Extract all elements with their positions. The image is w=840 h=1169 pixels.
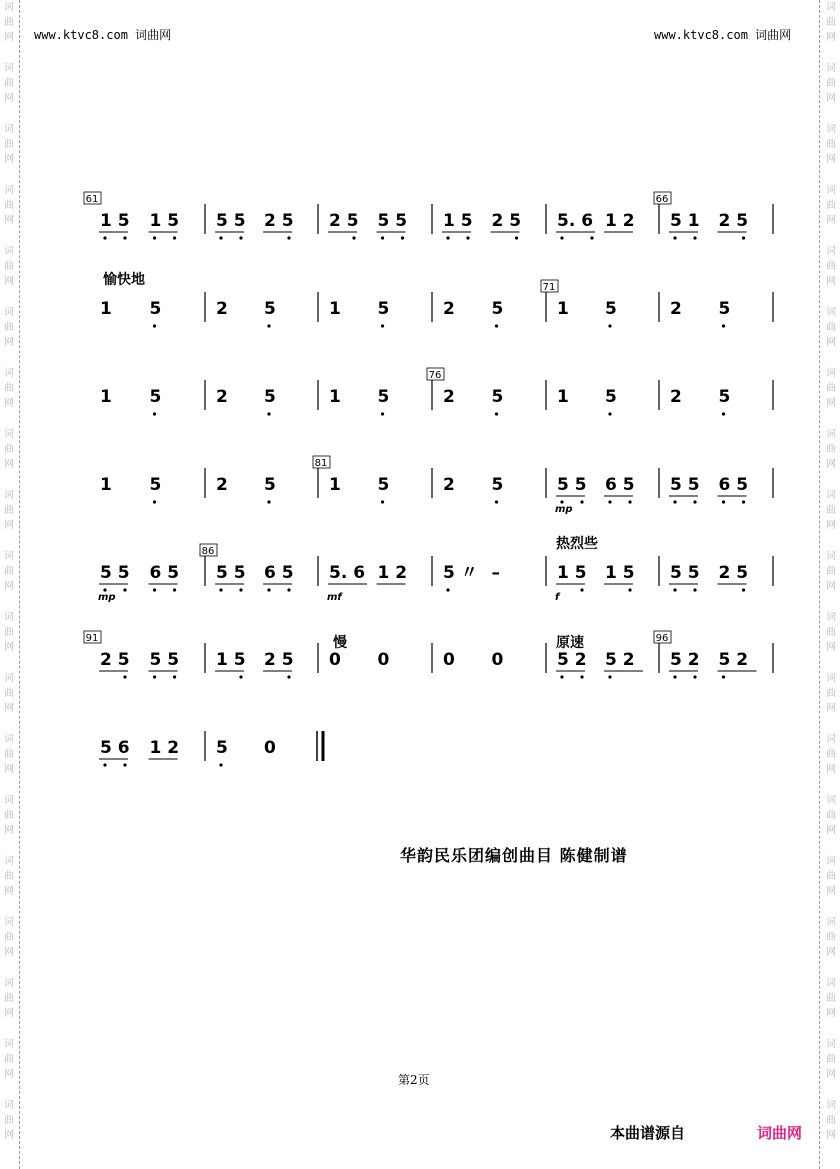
note-group: 5: [149, 299, 162, 319]
low-octave-dot: [673, 500, 676, 503]
low-octave-dot: [153, 588, 156, 591]
note-group: 5: [264, 475, 276, 495]
note-group: 2: [670, 387, 682, 407]
side-watermark: 词 曲 网: [4, 978, 14, 1019]
note-group: 5: [264, 387, 276, 407]
note-group: 2: [670, 299, 682, 319]
note-group: 5 〃: [443, 563, 478, 583]
footer-source-label: 本曲谱源自: [610, 1124, 686, 1142]
dynamic-mark: mf: [327, 592, 342, 603]
note-group: 1: [100, 387, 112, 407]
low-octave-dot: [153, 236, 156, 239]
side-watermark: 词 曲 网: [4, 368, 14, 409]
low-octave-dot: [673, 236, 676, 239]
low-octave-dot: [608, 500, 611, 503]
measure-number: 91: [85, 633, 99, 644]
note-group: 6 5: [605, 475, 635, 495]
low-octave-dot: [495, 500, 498, 503]
measure-number: 81: [314, 458, 328, 469]
low-octave-dot: [267, 412, 270, 415]
low-octave-dot: [495, 324, 498, 327]
low-octave-dot: [381, 324, 384, 327]
note-group: 5: [605, 387, 617, 407]
dynamic-mark: f: [555, 592, 560, 603]
note-group: 0: [377, 650, 390, 670]
note-group: 2: [216, 387, 228, 407]
low-octave-dot: [153, 324, 156, 327]
low-octave-dot: [608, 675, 611, 678]
side-watermark: 词 曲 网: [4, 490, 14, 531]
low-octave-dot: [381, 500, 384, 503]
low-octave-dot: [446, 236, 449, 239]
side-watermark: 词 曲 网: [4, 612, 14, 653]
side-watermark: 词 曲 网: [826, 2, 836, 43]
note-group: 5: [264, 299, 276, 319]
low-octave-dot: [673, 675, 676, 678]
low-octave-dot: [381, 412, 384, 415]
note-group: 5 2: [670, 650, 700, 670]
header-site-left[interactable]: www.ktvc8.com 词曲网: [34, 28, 172, 42]
page-number: 第2页: [398, 1073, 430, 1087]
note-group: 2 5: [718, 563, 749, 583]
note-group: 1 2: [377, 563, 408, 583]
side-watermark: 词 曲 网: [826, 917, 836, 958]
side-watermark: 词 曲 网: [826, 1100, 836, 1141]
side-watermark: 词 曲 网: [4, 551, 14, 592]
low-octave-dot: [267, 324, 270, 327]
header-site-right[interactable]: www.ktvc8.com 词曲网: [654, 28, 792, 42]
side-watermark: 词 曲 网: [826, 185, 836, 226]
note-group: 6 5: [264, 563, 294, 583]
low-octave-dot: [173, 588, 176, 591]
low-octave-dot: [103, 588, 106, 591]
low-octave-dot: [693, 500, 696, 503]
side-watermark: 词 曲 网: [826, 795, 836, 836]
low-octave-dot: [693, 236, 696, 239]
note-group: 1: [557, 387, 569, 407]
note-group: 2 5: [491, 211, 522, 231]
side-watermark: 词 曲 网: [4, 429, 14, 470]
measure-number: 86: [201, 546, 215, 557]
side-watermark: 词 曲 网: [4, 124, 14, 165]
low-octave-dot: [267, 588, 270, 591]
low-octave-dot: [722, 324, 725, 327]
note-group: 1: [100, 299, 112, 319]
note-group: 5 1: [670, 211, 700, 231]
note-group: 2: [443, 475, 455, 495]
low-octave-dot: [239, 588, 242, 591]
low-octave-dot: [123, 763, 126, 766]
low-octave-dot: [123, 675, 126, 678]
side-watermark: 词 曲 网: [826, 856, 836, 897]
note-group: 5 5: [149, 650, 180, 670]
side-watermark: 词 曲 网: [4, 1039, 14, 1080]
note-group: 5: [491, 299, 504, 319]
note-group: 1 2: [149, 738, 180, 758]
side-watermark: 词 曲 网: [826, 368, 836, 409]
low-octave-dot: [173, 236, 176, 239]
note-group: 2 5: [100, 650, 130, 670]
measure-number: 61: [85, 194, 99, 205]
low-octave-dot: [742, 236, 745, 239]
side-watermark: 词 曲 网: [4, 917, 14, 958]
measure-number: 76: [428, 370, 442, 381]
low-octave-dot: [580, 588, 583, 591]
note-group: 5: [377, 387, 390, 407]
note-group: 5 5: [216, 563, 246, 583]
note-group: 5: [718, 299, 731, 319]
side-watermark: 词 曲 网: [826, 673, 836, 714]
note-group: 5 5: [100, 563, 130, 583]
low-octave-dot: [608, 324, 611, 327]
side-watermark: 词 曲 网: [4, 246, 14, 287]
note-group: 6 5: [718, 475, 749, 495]
note-group: 1 5: [443, 211, 473, 231]
side-watermark: 词 曲 网: [4, 63, 14, 104]
note-group: 2 5: [718, 211, 749, 231]
low-octave-dot: [742, 588, 745, 591]
measure-number: 71: [542, 282, 556, 293]
low-octave-dot: [352, 236, 355, 239]
note-group: 0: [329, 650, 341, 670]
low-octave-dot: [515, 236, 518, 239]
side-watermark: 词 曲 网: [826, 246, 836, 287]
note-group: 1 5: [100, 211, 130, 231]
low-octave-dot: [267, 500, 270, 503]
note-group: 1: [329, 475, 341, 495]
note-group: 2: [443, 387, 455, 407]
side-watermark: 词 曲 网: [4, 307, 14, 348]
side-watermark: 词 曲 网: [826, 551, 836, 592]
side-watermark: 词 曲 网: [4, 2, 14, 43]
low-octave-dot: [742, 500, 745, 503]
low-octave-dot: [466, 236, 469, 239]
note-group: 1 5: [557, 563, 587, 583]
note-group: 0: [491, 650, 504, 670]
side-watermark: 词 曲 网: [4, 856, 14, 897]
low-octave-dot: [153, 412, 156, 415]
note-group: 5: [149, 387, 162, 407]
note-group: 5 5: [216, 211, 246, 231]
low-octave-dot: [153, 500, 156, 503]
dynamic-mark: mp: [98, 592, 116, 603]
side-watermark: 词 曲 网: [826, 307, 836, 348]
side-watermark: 词 曲 网: [826, 612, 836, 653]
note-group: 0: [443, 650, 455, 670]
score-credit: 华韵民乐团编创曲目 陈健制谱: [400, 846, 628, 865]
low-octave-dot: [287, 675, 290, 678]
low-octave-dot: [219, 588, 222, 591]
note-group: 1 5: [149, 211, 180, 231]
low-octave-dot: [693, 675, 696, 678]
side-watermark: 词 曲 网: [4, 185, 14, 226]
low-octave-dot: [495, 412, 498, 415]
note-group: 5 2: [605, 650, 635, 670]
low-octave-dot: [173, 675, 176, 678]
low-octave-dot: [560, 500, 563, 503]
note-group: 5: [216, 738, 228, 758]
note-group: 2 5: [264, 650, 294, 670]
note-group: 5 2: [557, 650, 587, 670]
measure-number: 66: [655, 194, 669, 205]
note-group: 5: [718, 387, 731, 407]
side-watermark: 词 曲 网: [826, 1039, 836, 1080]
note-group: 2 5: [264, 211, 294, 231]
low-octave-dot: [628, 500, 631, 503]
low-octave-dot: [103, 763, 106, 766]
tempo-marking: 热烈些: [556, 536, 598, 552]
note-group: 1: [329, 387, 341, 407]
side-watermark: 词 曲 网: [826, 490, 836, 531]
side-watermark: 词 曲 网: [4, 673, 14, 714]
side-watermark: 词 曲 网: [826, 734, 836, 775]
note-group: 1: [329, 299, 341, 319]
note-group: 5 5: [670, 563, 700, 583]
note-group: 2 5: [329, 211, 359, 231]
note-group: 2: [443, 299, 455, 319]
note-group: 5 2: [718, 650, 749, 670]
note-group: –: [491, 563, 501, 583]
note-group: 5 5: [557, 475, 587, 495]
note-group: 5: [377, 475, 390, 495]
note-group: 5: [491, 387, 504, 407]
low-octave-dot: [673, 588, 676, 591]
note-group: 5: [149, 475, 162, 495]
note-group: 1 5: [605, 563, 635, 583]
side-watermark: 词 曲 网: [826, 978, 836, 1019]
measure-number: 96: [655, 633, 669, 644]
low-octave-dot: [608, 412, 611, 415]
low-octave-dot: [580, 500, 583, 503]
note-group: 5. 6: [329, 563, 366, 583]
note-group: 5: [377, 299, 390, 319]
low-octave-dot: [287, 236, 290, 239]
note-group: 5 5: [670, 475, 700, 495]
note-group: 5: [605, 299, 617, 319]
note-group: 1 5: [216, 650, 246, 670]
low-octave-dot: [239, 675, 242, 678]
tempo-marking: 慢: [333, 635, 347, 651]
note-group: 2: [216, 475, 228, 495]
low-octave-dot: [560, 675, 563, 678]
note-group: 5 5: [377, 211, 408, 231]
side-watermark: 词 曲 网: [826, 429, 836, 470]
low-octave-dot: [590, 236, 593, 239]
low-octave-dot: [693, 588, 696, 591]
side-watermark: 词 曲 网: [4, 795, 14, 836]
footer-brand-link[interactable]: 词曲网: [757, 1124, 803, 1142]
tempo-marking: 原速: [556, 635, 584, 651]
note-group: 1: [557, 299, 569, 319]
note-group: 2: [216, 299, 228, 319]
side-watermark: 词 曲 网: [4, 1100, 14, 1141]
low-octave-dot: [560, 236, 563, 239]
note-group: 1: [100, 475, 112, 495]
note-group: 5 6: [100, 738, 130, 758]
note-group: 0: [264, 738, 276, 758]
low-octave-dot: [219, 236, 222, 239]
low-octave-dot: [722, 500, 725, 503]
low-octave-dot: [123, 236, 126, 239]
low-octave-dot: [446, 588, 449, 591]
dynamic-mark: mp: [555, 504, 573, 515]
low-octave-dot: [153, 675, 156, 678]
low-octave-dot: [381, 236, 384, 239]
note-group: 5: [491, 475, 504, 495]
low-octave-dot: [103, 236, 106, 239]
low-octave-dot: [628, 588, 631, 591]
note-group: 5. 6: [557, 211, 594, 231]
low-octave-dot: [722, 675, 725, 678]
low-octave-dot: [219, 763, 222, 766]
low-octave-dot: [239, 236, 242, 239]
side-watermark: 词 曲 网: [826, 124, 836, 165]
side-watermark: 词 曲 网: [826, 63, 836, 104]
note-group: 6 5: [149, 563, 180, 583]
low-octave-dot: [722, 412, 725, 415]
side-watermark: 词 曲 网: [4, 734, 14, 775]
low-octave-dot: [401, 236, 404, 239]
low-octave-dot: [287, 588, 290, 591]
tempo-marking: 愉快地: [103, 272, 145, 288]
note-group: 1 2: [605, 211, 635, 231]
low-octave-dot: [123, 588, 126, 591]
low-octave-dot: [580, 675, 583, 678]
